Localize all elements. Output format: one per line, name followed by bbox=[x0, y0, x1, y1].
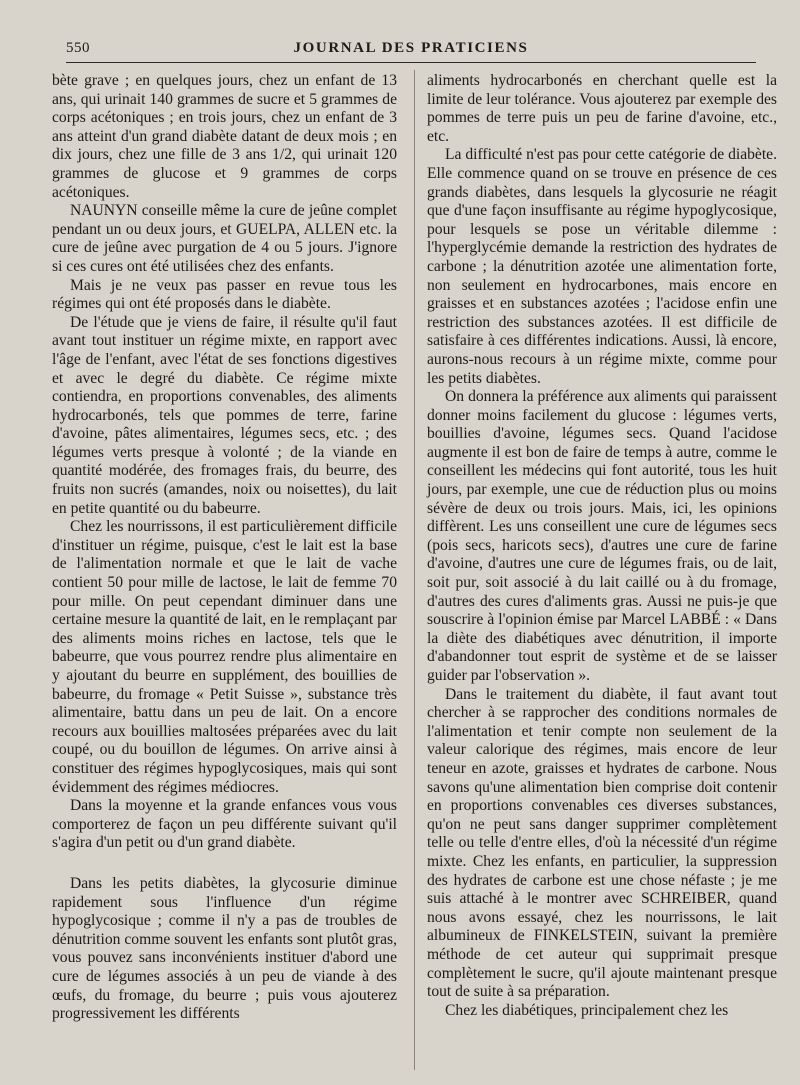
paragraph: La difficulté n'est pas pour cette catégorie de diabète. Elle commence quand on se trouve en présence de ces grands diabètes, dans lesquels la glycosurie ne réagit que d'une façon insuffisante au régime hypoglycosique, pour lesquels se pose un véritable dilemme : l'hyperglycémie demande la restriction des hydrates de carbone ; la dénutrition azotée une alimentation forte, non seulement en hydrocarbones, mais encore en graisses et en substances azotées ; l'acidose enfin une restriction des substances azotées. Il est difficile de satisfaire à ces différentes indications. Aussi, là encore, aurons-nous recours à un régime mixte, comme pour les petits diabètes. bbox=[427, 146, 778, 387]
paragraph: Chez les diabétiques, principalement chez les bbox=[445, 1001, 729, 1019]
paragraph: Mais je ne veux pas passer en revue tous les régimes qui ont été proposés dans le diabète. bbox=[52, 276, 397, 313]
journal-title: JOURNAL DES PRATICIENS bbox=[293, 40, 529, 56]
left-column bbox=[52, 72, 397, 1024]
paragraph: De l'étude que je viens de faire, il résulte qu'il faut avant tout instituer un régime mixte, en rapport avec l'âge de l'enfant, avec l'état de ses fonctions digestives et avec le degré du diabète. Ce régime mixte contiendra, en proportions convenables, des aliments hydrocarbonés, tels que pommes de terre, farine d'avoine, pâtes alimentaires, légumes secs, etc. ; des légumes verts presque à volonté ; de la viande en quantité modérée, des fromages frais, du beurre, des fruits non sucrés (amandes, noix ou noisettes), du lait en petite quantité ou du babeurre. bbox=[52, 313, 397, 517]
paragraph: aliments hydrocarbonés en cherchant quelle est la limite de leur tolérance. Vous ajouterez par exemple des pommes de terre puis un peu de farine d'avoine, etc., etc. bbox=[427, 72, 777, 145]
page-number: 550 bbox=[66, 40, 90, 56]
right-column bbox=[427, 72, 777, 1020]
paragraph: Dans la moyenne et la grande enfances vous vous comporterez de façon un peu différente suivant qu'il s'agira d'un petit ou d'un grand diabète. bbox=[52, 797, 397, 852]
paragraph: NAUNYN conseille même la cure de jeûne complet pendant un ou deux jours, et GUELPA, ALLEN etc. la cure de jeûne avec purgation de 4 ou 5 jours. J'ignore si ces cures ont été utilisées chez des enfants. bbox=[52, 202, 397, 275]
header-rule bbox=[66, 62, 756, 63]
paragraph: Chez les nourrissons, il est particulièrement difficile d'instituer un régime, puisque, c'est le lait est la base de l'alimentation normale et que le lait de vache contient 50 pour mille de lactose, le lait de femme 70 pour mille. On peut cependant diminuer dans une certaine mesure la quantité de lait, en le remplaçant par des aliments moins riches en lactose, tels que le babeurre, que vous pourrez rendre plus alimentaire en y ajoutant du beurre en supplément, des bouillies de babeurre, du fromage « Petit Suisse », substance très alimentaire, battu dans un peu de lait. On a encore recours aux bouillies maltosées préparées avec du lait coupé, ou du bouillon de légumes. On arrive ainsi à constituer des régimes hypoglycosiques, mais qui sont évidemment des régimes médiocres. bbox=[52, 518, 397, 796]
column-divider bbox=[414, 70, 415, 1070]
paragraph: Dans les petits diabètes, la glycosurie diminue rapidement sous l'influence d'un régime hypoglycosique ; comme il n'y a pas de troubles de dénutrition comme souvent les enfants sont plutôt gras, vous pouvez sans inconvénients instituer d'abord une cure de légumes associés à un peu de viande à des œufs, du fromage, du beurre ; puis vous ajouterez progressivement les différents bbox=[52, 874, 397, 1023]
page-header bbox=[66, 40, 756, 60]
paragraph: bète grave ; en quelques jours, chez un enfant de 13 ans, qui urinait 140 grammes de sucre et 5 grammes de corps acétoniques ; en trois jours, chez un enfant de 3 ans atteint d'un grand diabète datant de deux mois ; en dix jours, chez une fille de 3 ans 1/2, qui urinait 120 grammes de glucose et 9 grammes de corps acétoniques. bbox=[52, 72, 397, 201]
paragraph: On donnera la préférence aux aliments qui paraissent donner moins facilement du glucose : légumes verts, bouillies d'avoine, légumes secs. Quand l'acidose augmente il est bon de faire de temps à autre, comme le conseillent les médecins qui font autorité, tous les huit jours, par exemple, une cue de réduction plus ou moins sévère de deux ou trois jours. Mais, ici, les opinions diffèrent. Les uns conseillent une cure de légumes secs (pois secs, haricots secs), d'autres une cure de farine d'avoine, d'autres une cure de légumes frais, ou de lait, soit pur, soit associé à du lait caillé ou à du fromage, d'autres des cures d'aliments gras. Aussi ne puis-je que souscrire à l'opinion émise par Marcel LABBÉ : « Dans la diète des diabétiques avec dénutrition, il importe d'abandonner tout esprit de système et de se laisser guider par l'observation ». bbox=[427, 388, 777, 684]
paragraph: Dans le traitement du diabète, il faut avant tout chercher à se rapprocher des conditions normales de l'alimentation et tenir compte non seulement de la valeur calorique des régimes, mais encore de leur teneur en azote, graisses et hydrates de carbone. Nous savons qu'une alimentation bien comprise doit contenir en proportions convenables ces diverses substances, qu'on ne peut sans danger supprimer complètement telle ou telle d'entre elles, d'où la nécessité d'un régime mixte. Chez les enfants, en particulier, la suppression des hydrates de carbone est une chose néfaste ; je me suis attaché à le montrer avec SCHREIBER, quand nous avons essayé, chez les nourrissons, le lait albumineux de FINKELSTEIN, suivant la première méthode de cet auteur qui supprimait presque complètement le sucre, qu'il ajoute maintenant presque tout de suite à sa préparation. bbox=[427, 685, 777, 1001]
